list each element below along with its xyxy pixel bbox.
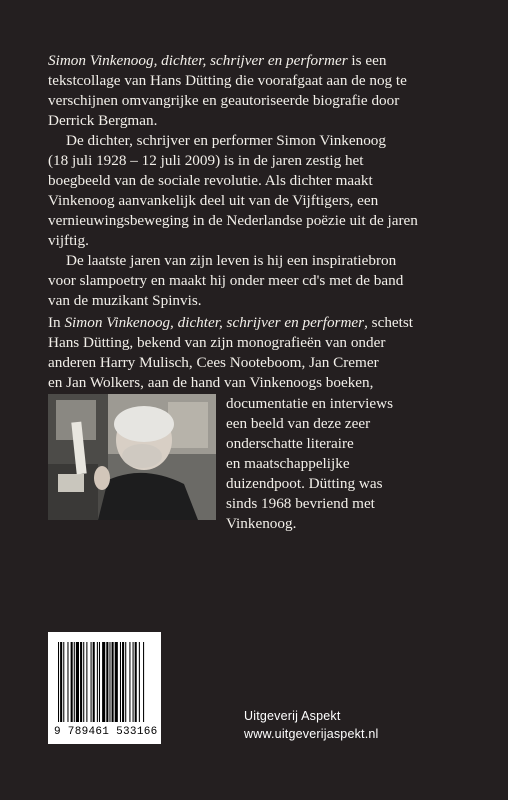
blurb-top: [48, 51, 472, 311]
barcode-bar: [93, 642, 95, 722]
isbn-number: 9 789461 533166: [54, 726, 158, 738]
barcode-bar: [80, 642, 82, 722]
barcode-bar: [133, 642, 134, 722]
barcode-bar: [112, 642, 114, 722]
author-paragraph: In Simon Vinkenoog, dichter, schrijver en performer, schetst Hans Dütting, bekend van zijn monografieën van onder anderen Harry Mulisch, Cees Nooteboom, Jan Cremer en Jan Wolkers, aan de hand van Vinkenoogs boeken,: [48, 314, 414, 391]
barcode-bar: [106, 642, 108, 722]
barcode-bar: [120, 642, 121, 722]
publisher-name: Uitgeverij Aspekt: [244, 709, 341, 723]
barcode-bar: [115, 642, 118, 722]
author-photo: [48, 394, 216, 520]
blurb-bottom: [48, 313, 472, 393]
biography-paragraph: De dichter, schrijver en performer Simon Vinkenoog (18 juli 1928 – 12 juli 2009) is in de jaren zestig het boegbeeld van de sociale revolutie. Als dichter maakt Vinkenoog aanvankelijk deel uit van de Vijftigers, een vernieuwingsbeweging in de Nederlandse poëzie uit de jaren vijftig.: [48, 132, 418, 249]
barcode-bar: [60, 642, 62, 722]
later-years-paragraph: De laatste jaren van zijn leven is hij een inspiratiebron voor slampoetry en maakt hij onder meer cd's met de band van de muzikant Spinvis.: [48, 252, 404, 309]
barcode-bar: [71, 642, 73, 722]
publisher-url: www.uitgeverijaspekt.nl: [244, 727, 379, 741]
barcode-bar: [129, 642, 130, 722]
publisher-info: [244, 707, 379, 743]
barcode-bar: [99, 642, 100, 722]
blurb-wrap: documentatie en interviews een beeld van deze zeer onderschatte literaire en maatschappelijke duizendpoot. Dütting was sinds 1968 bevriend met Vinkenoog.: [226, 395, 394, 532]
barcode-bar: [67, 642, 68, 722]
barcode-bar: [58, 642, 59, 722]
isbn-barcode: [48, 632, 161, 744]
barcode-bar: [125, 642, 126, 722]
barcode-bar: [109, 642, 110, 722]
barcode-bar: [135, 642, 137, 722]
barcode-bar: [74, 642, 75, 722]
barcode-bar: [76, 642, 79, 722]
barcode-bar: [86, 642, 87, 722]
barcode-bar: [83, 642, 84, 722]
barcode-bar: [139, 642, 140, 722]
book-title-inline: Simon Vinkenoog, dichter, schrijver en performer: [64, 314, 365, 331]
intro-paragraph: Simon Vinkenoog, dichter, schrijver en performer is een tekstcollage van Hans Dütting die voorafgaat aan de nog te verschijnen omvangrijke en geautoriseerde biografie door Derrick Bergman.: [48, 52, 407, 129]
barcode-bar: [122, 642, 124, 722]
barcode-bar: [63, 642, 64, 722]
barcode-bar: [102, 642, 105, 722]
book-title: Simon Vinkenoog, dichter, schrijver en performer: [48, 52, 348, 69]
author-photo-image: [48, 394, 216, 520]
barcode-bar: [97, 642, 98, 722]
barcode-bar: [91, 642, 92, 722]
barcode-bar: [143, 642, 144, 722]
